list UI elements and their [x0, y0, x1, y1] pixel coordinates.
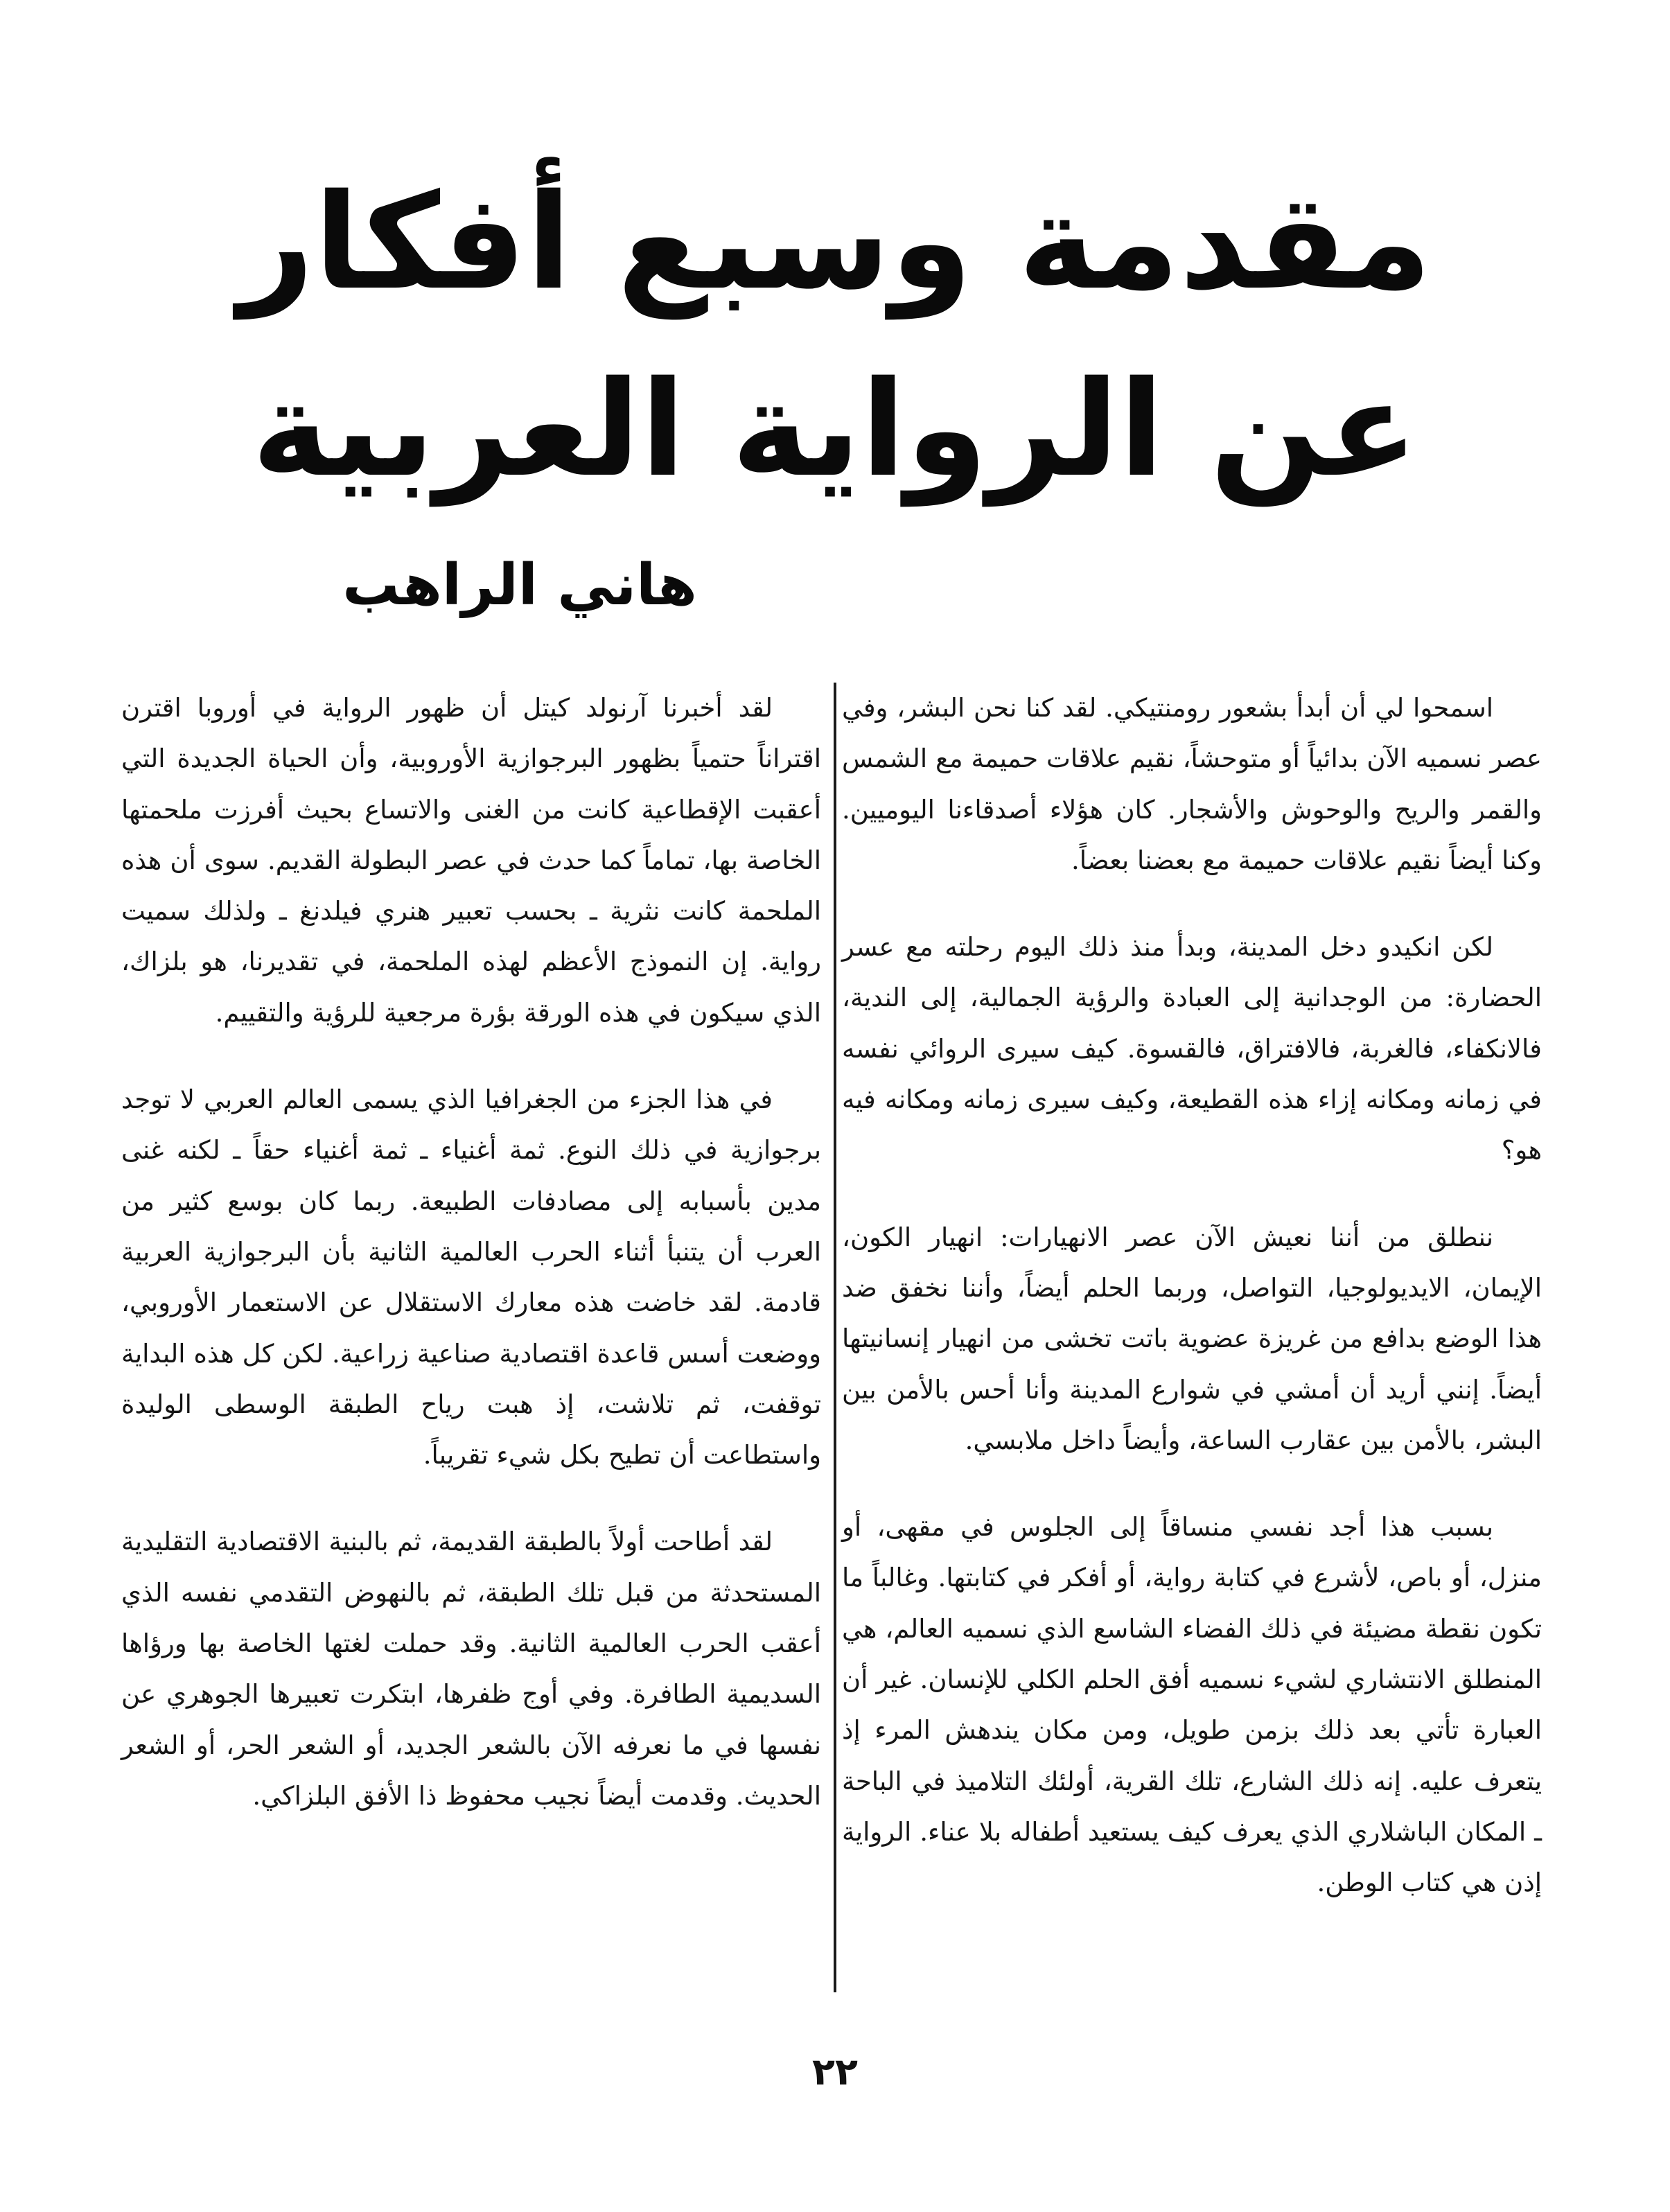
article-title: مقدمة وسبع أفكار عن الرواية العربية: [238, 166, 1432, 506]
paragraph: لقد أخبرنا آرنولد كيتل أن ظهور الرواية في أوروبا اقترن اقتراناً حتمياً بظهور البرجوازية الأوروبية، وأن الحياة الجديدة التي أعقبت الإقطاعية كانت من الغنى والاتساع بحيث أفرزت ملحمتها الخاصة بها، تماماً كما حدث في عصر البطولة القديم. سوى أن هذه الملحمة كانت نثرية ـ بحسب تعبير هنري فيلدنغ ـ ولذلك سميت رواية. إن النموذج الأعظم لهذه الملحمة، في تقديرنا، هو بلزاك، الذي سيكون في هذه الورقة بؤرة مرجعية للرؤية والتقييم.: [121, 693, 821, 1028]
author-name: هاني الراهب: [342, 552, 697, 618]
paragraph: اسمحوا لي أن أبدأ بشعور رومنتيكي. لقد كنا نحن البشر، وفي عصر نسميه الآن بدائياً أو متوحشاً، نقيم علاقات حميمة مع الشمس والقمر والريح والوحوش والأشجار. كان هؤلاء أصدقاءنا اليوميين. وكنا أيضاً نقيم علاقات حميمة مع بعضنا بعضاً.: [842, 693, 1542, 875]
paragraph: ننطلق من أننا نعيش الآن عصر الانهيارات: انهيار الكون، الإيمان، الايديولوجيا، التواصل، وربما الحلم أيضاً، وأننا نخفق ضد هذا الوضع بدافع من غريزة عضوية باتت تخشى من انهيار إنسانيتها أيضاً. إنني أريد أن أمشي في شوارع المدينة وأنا أحس بالأمن بين البشر، بالأمن بين عقارب الساعة، وأيضاً داخل ملابسي.: [842, 1222, 1542, 1455]
paragraph: لقد أطاحت أولاً بالطبقة القديمة، ثم بالبنية الاقتصادية التقليدية المستحدثة من قبل تلك الطبقة، ثم بالنهوض التقدمي نفسه الذي أعقب الحرب العالمية الثانية. وقد حملت لغتها الخاصة بها ورؤاها السديمية الطافرة. وفي أوج ظفرها، ابتكرت تعبيرها الجوهري عن نفسها في ما نعرفه الآن بالشعر الجديد، أو الشعر الحر، أو الشعر الحديث. وقدمت أيضاً نجيب محفوظ ذا الأفق البلزاكي.: [121, 1527, 821, 1811]
paragraph: لكن انكيدو دخل المدينة، وبدأ منذ ذلك اليوم رحلته مع عسر الحضارة: من الوجدانية إلى العبادة والرؤية الجمالية، إلى الندية، فالانكفاء، فالغربة، فالافتراق، فالقسوة. كيف سيرى الروائي نفسه في زمانه ومكانه إزاء هذه القطيعة، وكيف سيرى زمانه ومكانه فيه هو؟: [842, 932, 1542, 1166]
page-number: ٢٢: [812, 2050, 858, 2094]
paragraph: بسبب هذا أجد نفسي منساقاً إلى الجلوس في مقهى، أو منزل، أو باص، لأشرع في كتابة رواية، أو أفكر في كتابتها. وغالباً ما تكون نقطة مضيئة في ذلك الفضاء الشاسع الذي نسميه العالم، هي المنطلق الانتشاري لشيء نسميه أفق الحلم الكلي للإنسان. غير أن العبارة تأتي بعد ذلك بزمن طويل، ومن مكان يندهش المرء إذ يتعرف عليه. إنه ذلك الشارع، تلك القرية، أولئك التلاميذ في الباحة ـ المكان الباشلاري الذي يعرف كيف يستعيد أطفاله بلا عناء. الرواية إذن هي كتاب الوطن.: [842, 1512, 1542, 1898]
right-column: [842, 683, 1542, 1908]
column-divider: [834, 683, 836, 1992]
paragraph: في هذا الجزء من الجغرافيا الذي يسمى العالم العربي لا توجد برجوازية في ذلك النوع. ثمة أغنياء ـ ثمة أغنياء حقاً ـ لكنه غنى مدين بأسبابه إلى مصادفات الطبيعة. ربما كان بوسع كثير من العرب أن يتنبأ أثناء الحرب العالمية الثانية بأن البرجوازية العربية قادمة. لقد خاضت هذه معارك الاستقلال عن الاستعمار الأوروبي، ووضعت أسس قاعدة اقتصادية صناعية زراعية. لكن كل هذه البداية توقفت، ثم تلاشت، إذ هبت رياح الطبقة الوسطى الوليدة واستطاعت أن تطيح بكل شيء تقريباً.: [121, 1085, 821, 1471]
left-column: [121, 683, 821, 1821]
